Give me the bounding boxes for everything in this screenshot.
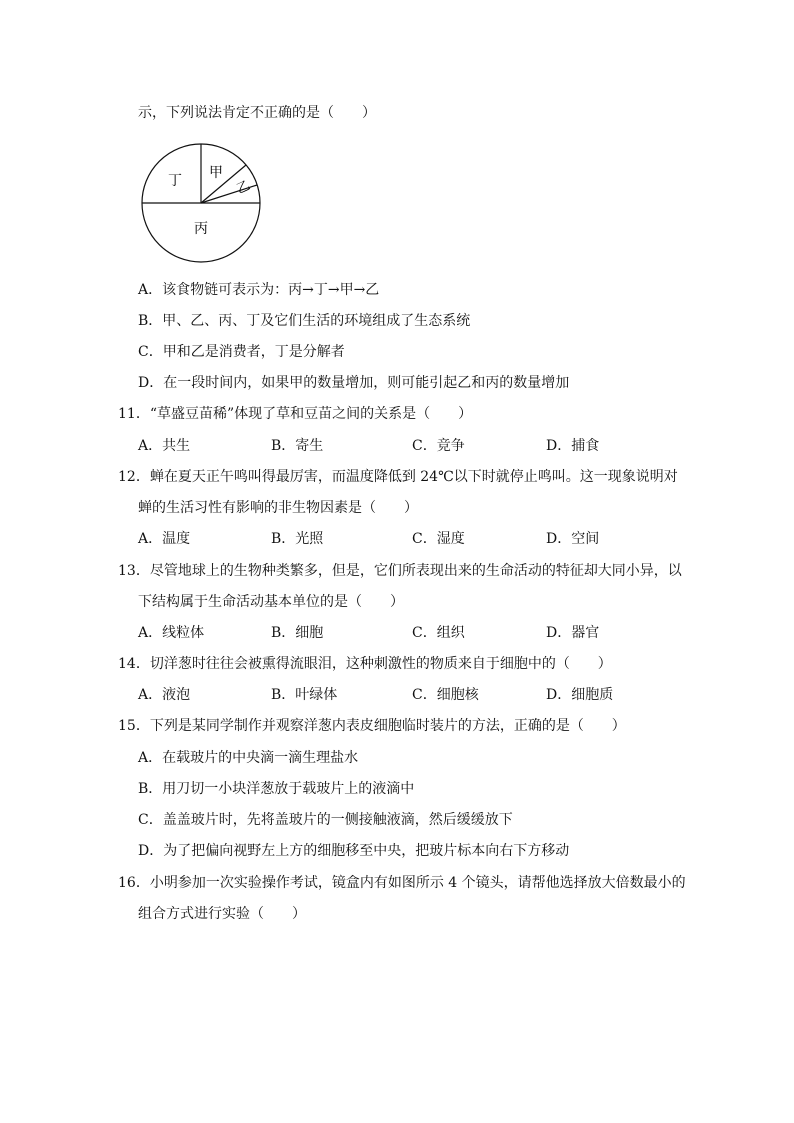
- pie-label-ding: 丁: [168, 173, 182, 189]
- q12-option-a: A．温度: [138, 531, 191, 547]
- pie-label-bing: 丙: [194, 221, 208, 237]
- q14-option-d: D．细胞质: [546, 687, 614, 703]
- q13-option-d: D．器官: [546, 625, 600, 641]
- pie-label-jia: 甲: [209, 165, 223, 181]
- q15-option-b: B．用刀切一小块洋葱放于载玻片上的液滴中: [138, 781, 415, 797]
- q16-stem-line1: 16．小明参加一次实验操作考试，镜盒内有如图所示 4 个镜头，请帮他选择放大倍数最小的: [118, 875, 686, 891]
- q12-stem-line1: 12．蝉在夏天正午鸣叫得最厉害，而温度降低到 24℃以下时就停止鸣叫。这一现象说明对: [118, 469, 678, 485]
- q13-option-b: B．细胞: [271, 625, 324, 641]
- q13-stem-line1: 13．尽管地球上的生物种类繁多，但是，它们所表现出来的生命活动的特征却大同小异，以: [118, 563, 682, 579]
- q12-option-b: B．光照: [271, 531, 324, 547]
- q11-option-a: A．共生: [138, 438, 191, 454]
- q15-option-d: D．为了把偏向视野左上方的细胞移至中央，把玻片标本向右下方移动: [138, 843, 570, 859]
- q12-option-c: C．湿度: [412, 531, 465, 547]
- q10-option-a: A．该食物链可表示为：丙→丁→甲→乙: [138, 282, 380, 298]
- q10-pie-diagram: [132, 133, 272, 273]
- q14-stem: 14．切洋葱时往往会被熏得流眼泪，这种刺激性的物质来自于细胞中的（ ）: [118, 656, 612, 672]
- pie-label-yi: 乙: [234, 178, 253, 198]
- q15-option-a: A．在载玻片的中央滴一滴生理盐水: [138, 750, 359, 766]
- q11-option-d: D．捕食: [546, 438, 600, 454]
- q10-option-c: C．甲和乙是消费者，丁是分解者: [138, 344, 345, 360]
- q13-option-a: A．线粒体: [138, 625, 205, 641]
- q15-option-c: C．盖盖玻片时，先将盖玻片的一侧接触液滴，然后缓缓放下: [138, 812, 513, 828]
- q11-stem: 11．“草盛豆苗稀”体现了草和豆苗之间的关系是（ ）: [118, 406, 473, 422]
- q11-option-c: C．竞争: [412, 438, 465, 454]
- q15-stem: 15．下列是某同学制作并观察洋葱内表皮细胞临时装片的方法，正确的是（ ）: [118, 718, 626, 734]
- q10-stem-tail: 示，下列说法肯定不正确的是（ ）: [138, 105, 376, 121]
- q13-option-c: C．组织: [412, 625, 465, 641]
- q12-stem-line2: 蝉的生活习性有影响的非生物因素是（ ）: [138, 500, 418, 516]
- q10-option-b: B．甲、乙、丙、丁及它们生活的环境组成了生态系统: [138, 313, 471, 329]
- q16-stem-line2: 组合方式进行实验（ ）: [138, 906, 306, 922]
- q14-option-b: B．叶绿体: [271, 687, 338, 703]
- q10-option-d: D．在一段时间内，如果甲的数量增加，则可能引起乙和丙的数量增加: [138, 375, 570, 391]
- q14-option-c: C．细胞核: [412, 687, 479, 703]
- q12-option-d: D．空间: [546, 531, 600, 547]
- q13-stem-line2: 下结构属于生命活动基本单位的是（ ）: [138, 594, 404, 610]
- q11-option-b: B．寄生: [271, 438, 324, 454]
- q14-option-a: A．液泡: [138, 687, 191, 703]
